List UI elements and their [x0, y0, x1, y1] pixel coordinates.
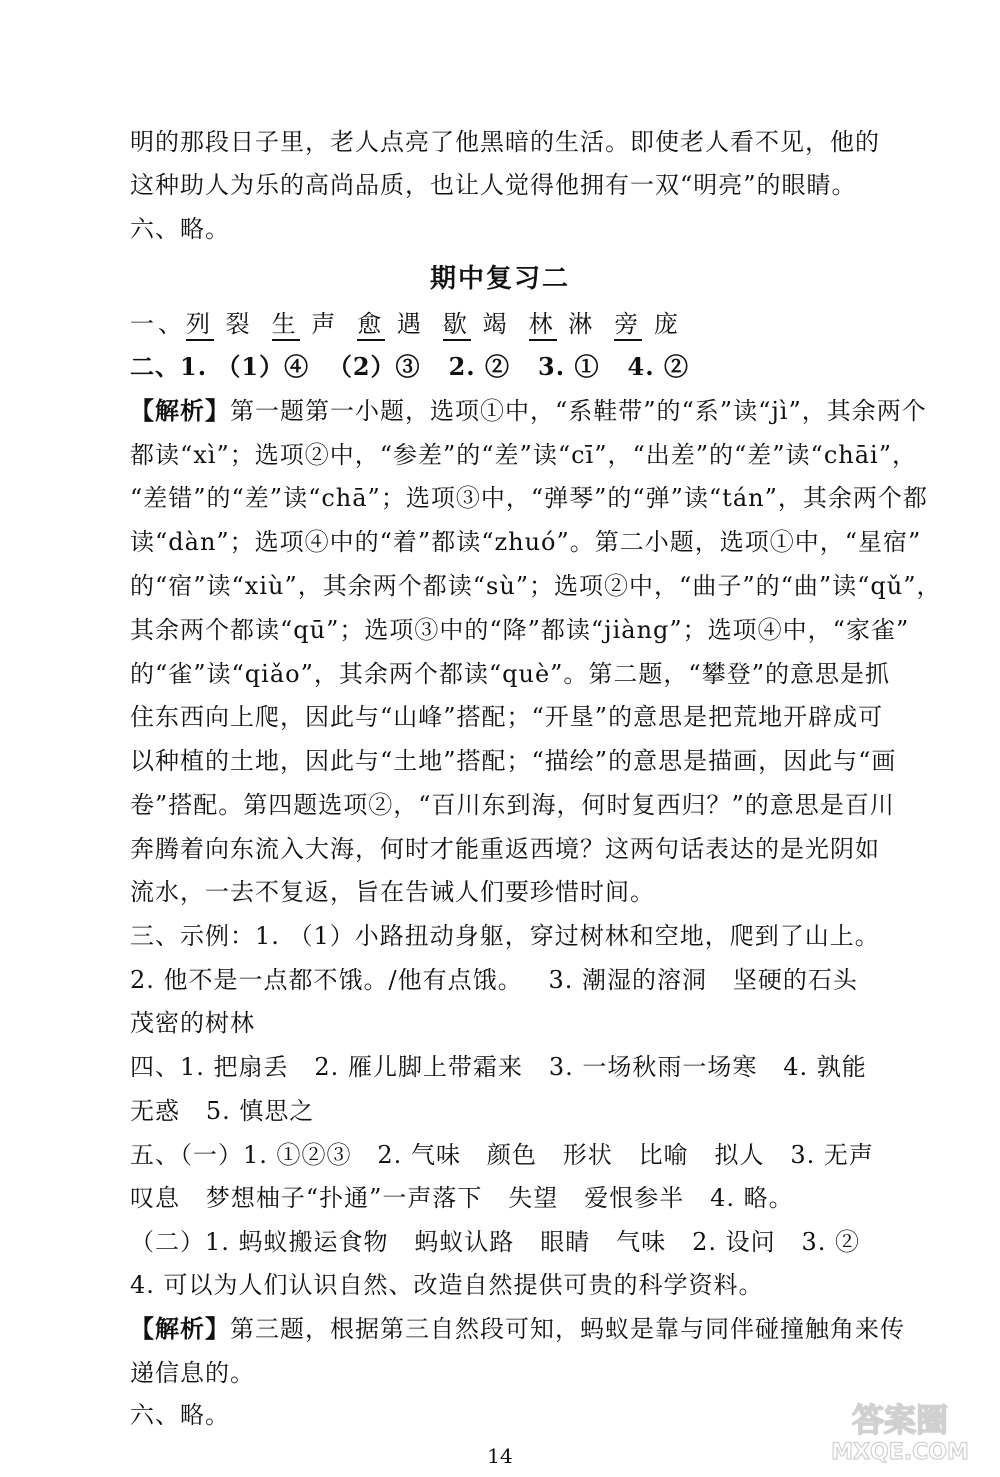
analysis-line: 住东西向上爬，因此与“山峰”搭配；“开垦”的意思是把荒地开辟成可	[130, 703, 884, 731]
watermark-top: 答案圈	[851, 1401, 949, 1439]
analysis-line: 递信息的。	[130, 1359, 255, 1387]
section-2	[130, 352, 875, 382]
analysis-line: 以种植的土地，因此与“土地”搭配；“描绘”的意思是描画，因此与“画	[130, 747, 897, 775]
char: 庞	[653, 310, 682, 338]
char: 裂	[225, 310, 254, 338]
analysis-text: 第一题第一小题，选项①中，“系鞋带”的“系”读“jì”，其余两个	[230, 397, 927, 425]
analysis-line: 的“宿”读“xiù”，其余两个都读“sù”；选项②中，“曲子”的“曲”读“qǔ”，	[130, 572, 942, 600]
section-6: 六、略。	[130, 1401, 230, 1429]
section-4-line: 四、1. 把扇丢 2. 雁儿脚上带霜来 3. 一场秋雨一场寒 4. 孰能	[130, 1053, 867, 1081]
text-line: 六、略。	[130, 215, 230, 243]
analysis-line: 都读“xì”；选项②中，“参差”的“差”读“cī”，“出差”的“差”读“chāi”，	[130, 441, 917, 469]
section-5-line: 五、（一）1. ①②③ 2. 气味 颜色 形状 比喻 拟人 3. 无声	[130, 1141, 874, 1169]
section-3-line: 2. 他不是一点都不饿。/他有点饿。 3. 潮湿的溶洞 坚硬的石头	[130, 966, 858, 994]
watermark-bottom: MXQE.COM	[831, 1440, 969, 1465]
char: 竭	[482, 310, 511, 338]
underlined-char: 歇	[443, 310, 471, 341]
char: 淋	[568, 310, 597, 338]
analysis-tag: 【解析】	[130, 1314, 230, 1343]
section-title: 期中复习二	[429, 264, 570, 294]
analysis-line	[130, 396, 927, 426]
analysis-line: 流水，一去不复返，旨在告诫人们要珍惜时间。	[130, 878, 655, 906]
underlined-char: 生	[272, 310, 300, 341]
text-line: 明的那段日子里，老人点亮了他黑暗的生活。即使老人看不见，他的	[130, 128, 880, 156]
analysis-line: 奔腾着向东流入大海，何时才能重返西境？这两句话表达的是光阴如	[130, 835, 880, 863]
char: 声	[311, 310, 340, 338]
section-3-line: 三、示例：1. （1）小路扭动身躯，穿过树林和空地，爬到了山上。	[130, 922, 880, 950]
text-line: 这种助人为乐的高尚品质，也让人觉得他拥有一双“明亮”的眼睛。	[130, 171, 857, 199]
section-label: 二、	[130, 352, 180, 381]
section-label: 一、	[130, 310, 186, 338]
analysis-line: 卷”搭配。第四题选项②，“百川东到海，何时复西归？”的意思是百川	[130, 791, 895, 819]
analysis-line: 读“dàn”；选项④中的“着”都读“zhuó”。第二小题，选项①中，“星宿”	[130, 528, 922, 556]
section-5-line: 叹息 梦想柚子“扑通”一声落下 失望 爱恨参半 4. 略。	[130, 1184, 794, 1212]
analysis-line: “差错”的“差”读“chā”；选项③中，“弹琴”的“弹”读“tán”，其余两个都	[130, 484, 928, 512]
analysis-line: 其余两个都读“qū”；选项③中的“降”都读“jiàng”；选项④中，“家雀”	[130, 616, 910, 644]
analysis-line: 的“雀”读“qiǎo”，其余两个都读“què”。第二题，“攀登”的意思是抓	[130, 660, 890, 688]
section-4-line: 无惑 5. 慎思之	[130, 1097, 315, 1125]
section-5-line: （二）1. 蚂蚁搬运食物 蚂蚁认路 眼睛 气味 2. 设问 3. ②	[130, 1228, 861, 1256]
char: 遇	[396, 310, 425, 338]
section-3-line: 茂密的树林	[130, 1009, 255, 1037]
page-number: 14	[487, 1444, 513, 1468]
section-1	[130, 309, 875, 339]
answer-items: 1. （1）④ （2）③ 2. ② 3. ① 4. ②	[180, 352, 689, 381]
section-5-line: 4. 可以为人们认识自然、改造自然提供可贵的科学资料。	[130, 1271, 764, 1299]
underlined-char: 列	[186, 310, 214, 341]
underlined-char: 旁	[614, 310, 642, 341]
analysis-tag: 【解析】	[130, 396, 230, 425]
watermark-logo	[810, 1395, 990, 1465]
analysis-text: 第三题，根据第三自然段可知，蚂蚁是靠与同伴碰撞触角来传	[230, 1315, 905, 1343]
underlined-char: 林	[529, 310, 557, 341]
analysis-line	[130, 1314, 905, 1344]
underlined-char: 愈	[357, 310, 385, 341]
